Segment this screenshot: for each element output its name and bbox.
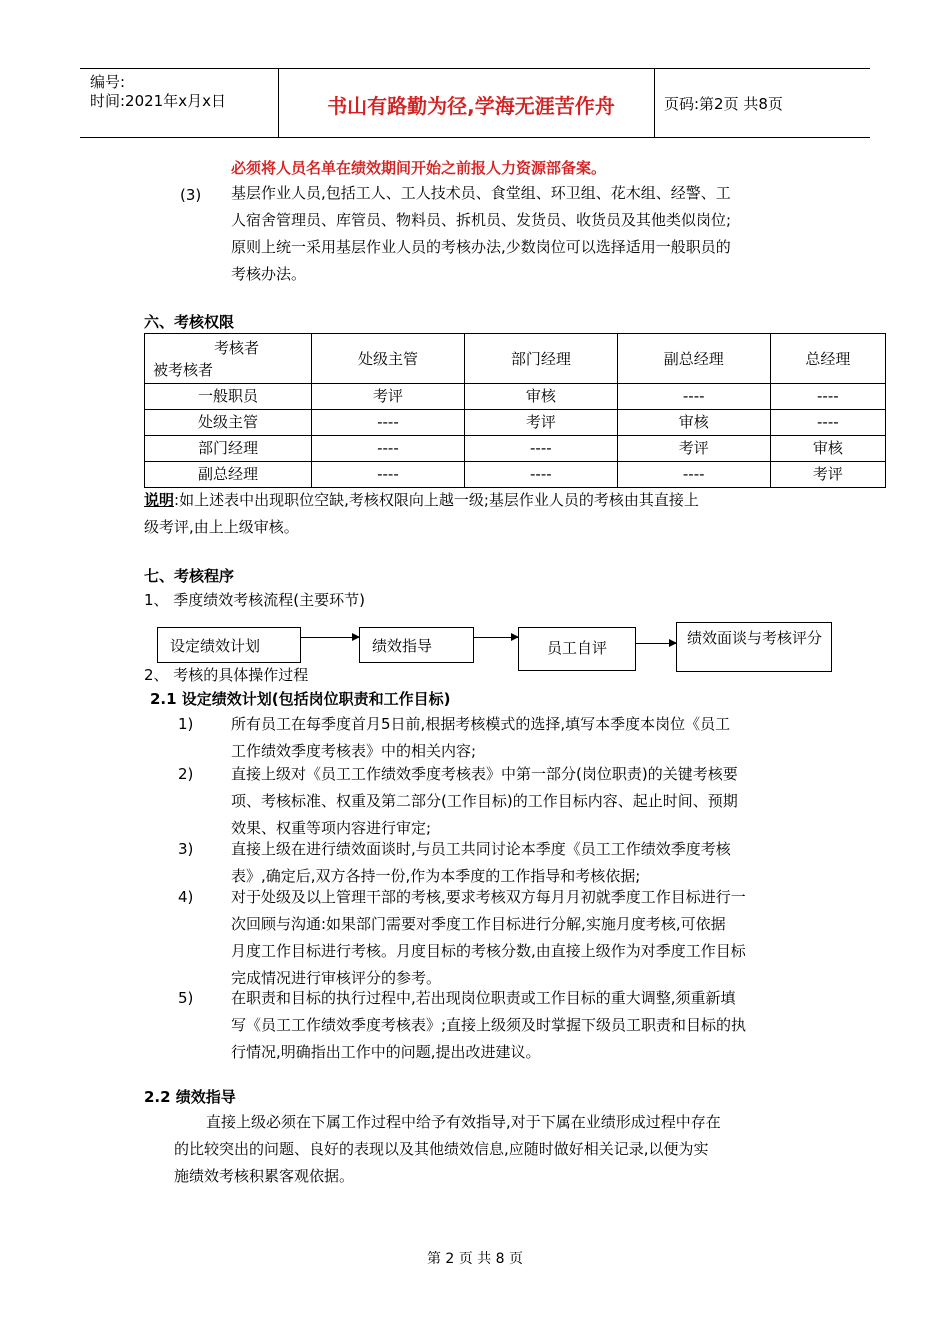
text-line: 施绩效考核积累客观依据。 <box>174 1167 355 1185</box>
header-divider <box>278 69 279 137</box>
text-line: 月度工作目标进行考核。月度目标的考核分数,由直接上级作为对季度工作目标 <box>231 942 746 960</box>
list-item <box>231 761 831 842</box>
table-cell: 审核 <box>464 384 617 410</box>
table-cell: 考评 <box>770 462 885 488</box>
table-cell: ---- <box>464 436 617 462</box>
column-header: 处级主管 <box>312 334 465 384</box>
table-cell: 考评 <box>464 410 617 436</box>
text-line: 原则上统一采用基层作业人员的考核办法,少数岗位可以选择适用一般职员的 <box>231 238 731 256</box>
number-label: 编号: <box>90 73 126 91</box>
list-item <box>231 884 831 992</box>
table-cell: ---- <box>770 410 885 436</box>
row-label: 部门经理 <box>145 436 312 462</box>
header-meta <box>90 73 226 111</box>
text-line: 基层作业人员,包括工人、工人技术员、食堂组、环卫组、花木组、经警、工 <box>231 184 731 202</box>
note-label: 说明 <box>144 491 175 509</box>
s22-paragraph <box>174 1109 834 1190</box>
item-number: 1) <box>178 715 194 733</box>
text-line: 行情况,明确指出工作中的问题,提出改进建议。 <box>231 1043 541 1061</box>
table-cell: ---- <box>617 462 770 488</box>
item3-number: (3) <box>180 186 202 204</box>
text-line: 对于处级及以上管理干部的考核,要求考核双方每月月初就季度工作目标进行一 <box>231 888 746 906</box>
s21-heading: 2.1 设定绩效计划(包括岗位职责和工作目标) <box>150 690 451 708</box>
table-cell: ---- <box>312 462 465 488</box>
process-subheading: 2、 考核的具体操作过程 <box>144 666 309 684</box>
text-line: 所有员工在每季度首月5日前,根据考核模式的选择,填写本季度本岗位《员工 <box>231 715 731 733</box>
list-item <box>231 836 831 890</box>
table-cell: 考评 <box>617 436 770 462</box>
header-motto: 书山有路勤为径,学海无涯苦作舟 <box>327 94 615 118</box>
text-line: 级考评,由上上级审核。 <box>144 518 299 536</box>
item-number: 5) <box>178 989 194 1007</box>
table-row <box>145 436 886 462</box>
s22-heading: 2.2 绩效指导 <box>144 1088 236 1106</box>
row-label: 处级主管 <box>145 410 312 436</box>
table-cell: ---- <box>770 384 885 410</box>
text-line: 次回顾与沟通:如果部门需要对季度工作目标进行分解,实施月度考核,可依据 <box>231 915 726 933</box>
flow-subheading: 1、 季度绩效考核流程(主要环节) <box>144 591 366 609</box>
list-item <box>231 985 831 1066</box>
table-cell: 审核 <box>617 410 770 436</box>
column-header: 部门经理 <box>464 334 617 384</box>
text-line: 直接上级对《员工工作绩效季度考核表》中第一部分(岗位职责)的关键考核要 <box>231 765 738 783</box>
section7-heading: 七、考核程序 <box>144 567 235 585</box>
table-cell: 审核 <box>770 436 885 462</box>
flow-step-plan: 设定绩效计划 <box>157 627 301 663</box>
corner-bottom-label: 被考核者 <box>153 361 214 379</box>
table-cell: ---- <box>617 384 770 410</box>
table-row <box>145 462 886 488</box>
flow-arrow <box>636 643 676 644</box>
text-line <box>144 487 844 514</box>
item-number: 3) <box>178 840 194 858</box>
section6-heading: 六、考核权限 <box>144 313 235 331</box>
flow-step-guidance: 绩效指导 <box>359 627 474 663</box>
red-note: 必须将人员名单在绩效期间开始之前报人力资源部备案。 <box>231 159 607 177</box>
table-row <box>145 384 886 410</box>
text-line: 工作绩效季度考核表》中的相关内容; <box>231 742 477 760</box>
page-header <box>80 68 870 138</box>
table-cell: ---- <box>312 410 465 436</box>
note-text: :如上述表中出现职位空缺,考核权限向上越一级;基层作业人员的考核由其直接上 <box>174 491 699 509</box>
text-line: 的比较突出的问题、良好的表现以及其他绩效信息,应随时做好相关记录,以便为实 <box>174 1140 709 1158</box>
flow-arrow <box>474 637 518 638</box>
row-label: 一般职员 <box>145 384 312 410</box>
item-number: 2) <box>178 765 194 783</box>
text-line: 人宿舍管理员、库管员、物料员、拆机员、发货员、收货员及其他类似岗位; <box>231 211 732 229</box>
flow-step-interview: 绩效面谈与考核评分 <box>676 622 832 672</box>
table-header-row <box>145 334 886 384</box>
corner-top-label: 考核者 <box>213 339 259 357</box>
item-number: 4) <box>178 888 194 906</box>
table-note <box>144 487 844 541</box>
table-cell: ---- <box>464 462 617 488</box>
list-item <box>231 711 831 765</box>
text-line: 写《员工工作绩效季度考核表》;直接上级须及时掌握下级员工职责和目标的执 <box>231 1016 747 1034</box>
text-line: 直接上级必须在下属工作过程中给予有效指导,对于下属在业绩形成过程中存在 <box>206 1113 721 1131</box>
table-row <box>145 410 886 436</box>
text-line: 效果、权重等项内容进行审定; <box>231 819 432 837</box>
item3-text <box>231 180 831 288</box>
text-line: 完成情况进行审核评分的参考。 <box>231 969 442 987</box>
row-label: 副总经理 <box>145 462 312 488</box>
time-label: 时间:2021年x月x日 <box>90 92 226 110</box>
page-footer: 第 2 页 共 8 页 <box>426 1251 524 1267</box>
flow-arrow <box>301 637 359 638</box>
text-line: 项、考核标准、权重及第二部分(工作目标)的工作目标内容、起止时间、预期 <box>231 792 738 810</box>
table-cell: ---- <box>312 436 465 462</box>
text-line: 在职责和目标的执行过程中,若出现岗位职责或工作目标的重大调整,须重新填 <box>231 989 736 1007</box>
table-corner-cell <box>145 334 312 384</box>
text-line: 考核办法。 <box>231 265 307 283</box>
authority-table <box>144 333 886 488</box>
column-header: 总经理 <box>770 334 885 384</box>
table-cell: 考评 <box>312 384 465 410</box>
header-page-info: 页码:第2页 共8页 <box>664 95 783 113</box>
text-line: 直接上级在进行绩效面谈时,与员工共同讨论本季度《员工工作绩效季度考核 <box>231 840 731 858</box>
flow-step-self-review: 员工自评 <box>518 627 636 671</box>
text-line: 表》,确定后,双方各持一份,作为本季度的工作指导和考核依据; <box>231 867 641 885</box>
column-header: 副总经理 <box>617 334 770 384</box>
